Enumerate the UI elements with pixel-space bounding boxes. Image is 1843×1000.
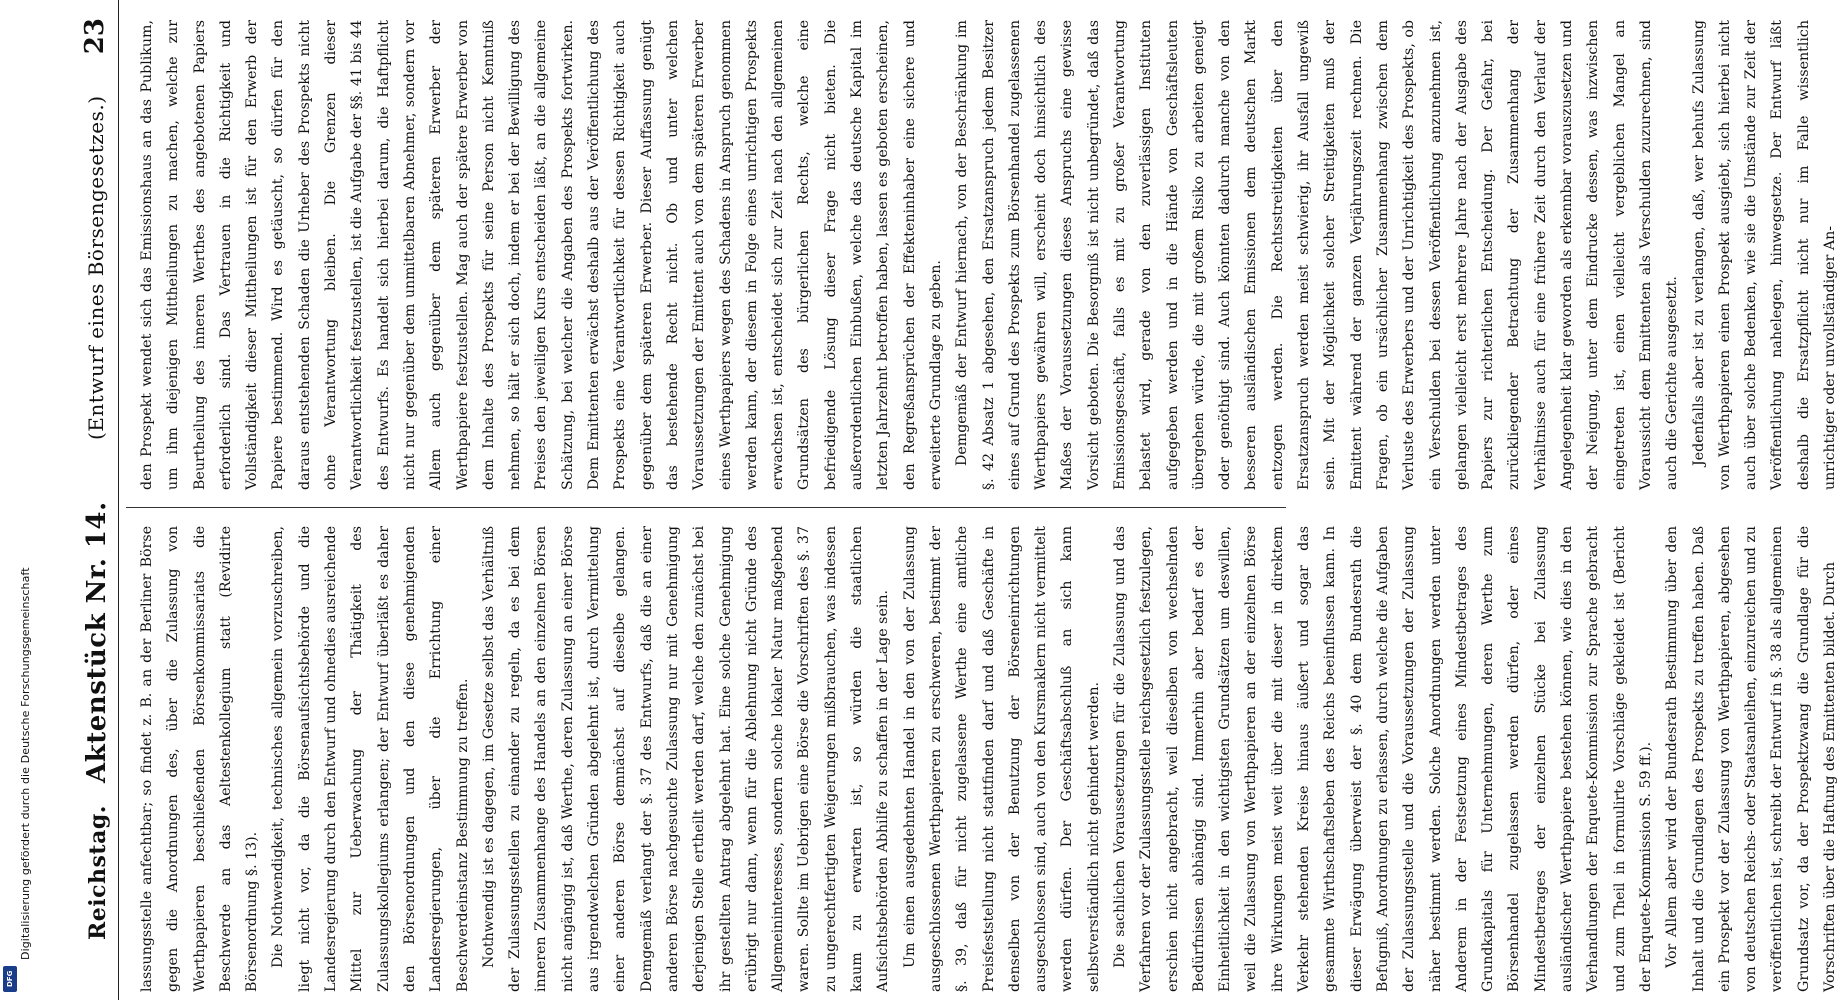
paragraph: Nothwendig ist es dagegen, im Gesetze selbst das Verhältniß der Zulassungsstellen zu einander zu regeln, da es bei dem inneren Zusammenhange des Handels an den einzelnen Börsen nicht angängig ist, daß Werthe, deren Zulassung an einer Börse aus irgendwelchen Gründen abgelehnt ist, durch Vermittelung einer anderen Börse demnächst auf dieselbe gelangen. Demgemäß verlangt der §. 37 des Entwurfs, daß die an einer anderen Börse nachgesuchte Zulassung nur mit Genehmigung derjenigen Stelle ertheilt werden darf, welche den zunächst bei ihr gestellten Antrag abgelehnt hat. Eine solche Genehmigung erübrigt nur dann, wenn für die Ablehnung nicht Gründe des Allgemeininteresses, sondern solche lokaler Natur maßgebend waren. Sollte im Uebrigen eine Börse die Vorschriften des §. 37 zu ungerechtfertigten Weigerungen mißbrauchen, was indessen kaum zu erwarten ist, so würden die staatlichen Aufsichtsbehörden Abhilfe zu schaffen in der Lage sein.: [480, 526, 892, 992]
header-document-number: 14.: [82, 501, 112, 549]
header-document: [82, 501, 112, 783]
rotated-newspaper-page: [76, 0, 1838, 1000]
paragraph: Die sachlichen Voraussetzungen für die Zulassung und das Verfahren vor der Zulassungsstelle reichsgesetzlich festzulegen, erschien nicht angebracht, weil dieselben von wechselnden Bedürfnissen abhängig sind. Immerhin aber bedarf es der Einheitlichkeit in den wichtigsten Grundsätzen um deswillen, weil die Zulassung von Werthpapieren an der einzelnen Börse ihre Wirkungen meist weit über die mit dieser in direktem Verkehr stehenden Kreise hinaus äußert und sogar das gesammte Wirthschaftsleben des Reichs beeinflussen kann. In dieser Erwägung überweist der §. 40 dem Bundesrath die Befugniß, Anordnungen zu erlassen, durch welche die Aufgaben der Zulassungsstelle und die Voraussetzungen der Zulassung näher bestimmt werden. Solche Anordnungen werden unter Anderem in der Festsetzung eines Mindestbetrages des Grundkapitals für Unternehmungen, deren Werthe zum Börsenhandel zugelassen werden dürfen, oder eines Mindestbetrages der einzelnen Stücke bei Zulassung ausländischer Werthpapiere bestehen können, wie dies in den Verhandlungen der Enquete-Kommission zur Sprache gebracht und zum Theil in formulirte Vorschläge gekleidet ist (Bericht der Enquete-Kommission S. 59 ff.).: [1111, 526, 1654, 992]
right-column: [134, 20, 1838, 490]
paragraph: Jedenfalls aber ist zu verlangen, daß, wer behufs Zulassung von Werthpapieren einen Prospekt ausgiebt, sich hierbei nicht auch über solche Bedenken, wie sie die Umstände zur Zeit der Veröffentlichung nahelegen, hinwegsetze. Der Entwurf läßt deshalb die Ersatzpflicht nicht nur im Falle wissentlich unrichtiger oder unvollständiger An-: [1690, 20, 1838, 490]
paragraph: Demgemäß der Entwurf hiernach, von der Beschränkung im §. 42 Absatz 1 abgesehen, den Ersatzanspruch jedem Besitzer eines auf Grund des Prospekts zum Börsenhandel zugelassenen Werthpapiers gewähren will, erscheint doch hinsichtlich des Maßes der Voraussetzungen dieses Anspruchs eine gewisse Vorsicht geboten. Die Besorgniß ist nicht unbegründet, daß das Emissionsgeschäft, falls es mit zu großer Verantwortung belastet wird, gerade von den zuverlässigen Instituten aufgegeben werden und in die Hände von Geschäftsleuten übergehen würde, die mit großem Risiko zu arbeiten geneigt oder genöthigt sind. Auch könnten dadurch manche von den besseren ausländischen Emissionen dem deutschen Markt entzogen werden. Die Rechtsstreitigkeiten über den Ersatzanspruch werden meist schwierig, ihr Ausfall ungewiß sein. Mit der Möglichkeit solcher Streitigkeiten muß der Emittent während der ganzen Verjährungszeit rechnen. Die Fragen, ob ein ursächlicher Zusammenhang zwischen dem Verluste des Erwerbers und der Unrichtigkeit des Prospekts, ob ein Verschulden bei dessen Veröffentlichung anzunehmen ist, gelangen vielleicht erst mehrere Jahre nach der Ausgabe des Papiers zur richterlichen Entscheidung. Der Gefahr, bei zurückliegender Betrachtung der Zusammenhang der Verhältnisse auch für eine frühere Zeit durch den Verlauf der Angelegenheit klar geworden als erkennbar vorauszusetzen und der Neigung, unter dem Eindrucke dessen, was inzwischen eingetreten ist, einen vielleicht vergeblichen Mangel an Voraussicht dem Emittenten als Verschulden zuzurechnen, sind auch die Gerichte ausgesetzt.: [954, 20, 1681, 490]
page-content: [76, 0, 1838, 1000]
column-divider: [126, 507, 1286, 508]
header-document-title: (Entwurf eines Börsengesetzes.): [84, 95, 108, 440]
digitization-sidebar: [0, 0, 76, 1000]
paragraph: Um einen ausgedehnten Handel in den von der Zulassung ausgeschlossenen Werthpapieren zu erschweren, bestimmt der §. 39, daß für nicht zugelassene Werthe eine amtliche Preisfeststellung nicht stattfinden darf und daß Geschäfte in denselben von der Benutzung der Börseneinrichtungen ausgeschlossen sind, auch von den Kursmaklern nicht vermittelt werden dürfen. Der Geschäftsabschluß an sich kann selbstverständlich nicht gehindert werden.: [901, 526, 1102, 992]
digitization-note: Digitalisierung gefördert durch die Deutsche Forschungsgemeinschaft: [19, 567, 32, 960]
dfg-logo-icon: [3, 966, 17, 992]
paragraph: lassungsstelle anfechtbar; so findet z. B. an der Berliner Börse gegen die Anordnungen des, über die Zulassung von Werthpapieren beschließenden Börsenkommissariats die Beschwerde an das Aeltestenkollegium statt (Revidirte Börsenordnung §. 13).: [139, 526, 261, 992]
left-column: [134, 526, 1838, 992]
header-left: [82, 501, 112, 940]
paragraph: Die Nothwendigkeit, technisches allgemein vorzuschreiben, liegt nicht vor, da die Börsenaufsichtsbehörde und die Landesregierung durch den Entwurf und ohnedies ausreichende Mittel zur Ueberwachung der Thätigkeit des Zulassungskollegiums erlangen; der Entwurf überläßt es daher den Börsenordnungen und den diese genehmigenden Landesregierungen, über die Errichtung einer Beschwerdeinstanz Bestimmung zu treffen.: [270, 526, 471, 992]
paragraph: den Prospekt wendet sich das Emissionshaus an das Publikum, um ihm diejenigen Mittheilungen zu machen, welche zur Beurtheilung des inneren Werthes des angebotenen Papiers erforderlich sind. Das Vertrauen in die Richtigkeit und Vollständigkeit dieser Mittheilungen ist für den Erwerb der Papiere bestimmend. Wird es getäuscht, so dürfen für den daraus entstehenden Schaden die Urheber des Prospekts nicht ohne Verantwortung bleiben. Die Grenzen dieser Verantwortlichkeit festzustellen, ist die Aufgabe der §§. 41 bis 44 des Entwurfs. Es handelt sich hierbei darum, die Haftpflicht nicht nur gegenüber dem unmittelbaren Abnehmer, sondern vor Allem auch gegenüber dem späteren Erwerber der Werthpapiere festzustellen. Mag auch der spätere Erwerber von dem Inhalte des Prospekts für seine Person nicht Kenntniß nehmen, so hält er sich doch, indem er bei der Bewilligung des Preises den jeweiligen Kurs entscheiden läßt, an die allgemeine Schätzung, bei welcher die Angaben des Prospekts fortwirken. Dem Emittenten erwächst deshalb aus der Veröffentlichung des Prospekts eine Verantwortlichkeit für dessen Richtigkeit auch gegenüber dem späteren Erwerber. Dieser Auffassung genügt das bestehende Recht nicht. Ob und unter welchen Voraussetzungen der Emittent auch von dem späteren Erwerber eines Werthpapiers wegen des Schadens in Anspruch genommen werden kann, der diesem in Folge eines unrichtigen Prospekts erwachsen ist, entscheidet sich zur Zeit nach den allgemeinen Grundsätzen des bürgerlichen Rechts, welche eine befriedigende Lösung dieser Frage nicht bieten. Die außerordentlichen Einbußen, welche das deutsche Kapital im letzten Jahrzehnt betroffen haben, lassen es geboten erscheinen, den Regreßansprüchen der Effekteninhaber eine sichere und erweiterte Grundlage zu geben.: [139, 20, 944, 490]
dfg-logo-text: DFG: [6, 970, 14, 988]
page-number: 23: [80, 18, 110, 55]
header-document-label: Aktenstück Nr.: [82, 557, 112, 783]
header-reichstag: Reichstag.: [85, 805, 111, 940]
paragraph: Vor Allem aber wird der Bundesrath Bestimmung über den Inhalt und die Grundlagen des Prospekts zu treffen haben. Daß ein Prospekt vor der Zulassung von Werthpapieren, abgesehen von deutschen Reichs- oder Staatsanleihen, einzureichen und zu veröffentlichen ist, schreibt der Entwurf in §. 38 als allgemeinen Grundsatz vor, da der Prospektzwang die Grundlage für die Vorschriften über die Haftung des Emittenten bildet. Durch: [1664, 526, 1838, 992]
page-header: [76, 0, 119, 1000]
